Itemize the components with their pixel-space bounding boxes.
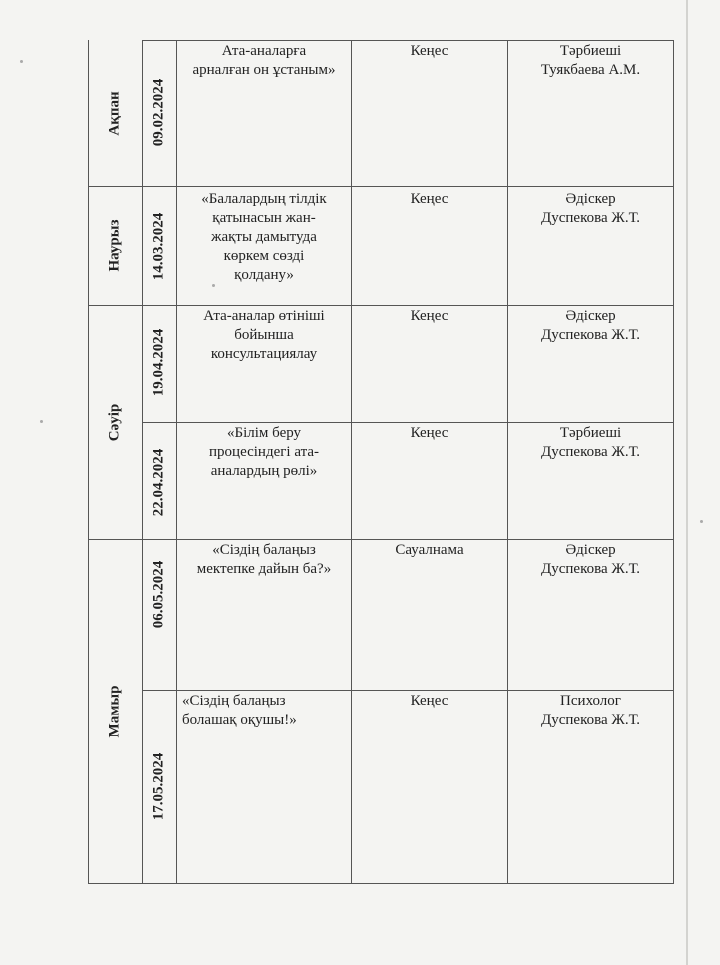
form-label: Кеңес bbox=[410, 425, 449, 441]
form-label: Кеңес bbox=[410, 43, 449, 59]
responsible-cell bbox=[508, 42, 673, 80]
month-label: Мамыр bbox=[106, 685, 123, 737]
scan-speck bbox=[20, 60, 23, 63]
form-cell bbox=[352, 42, 507, 61]
month-cell bbox=[88, 186, 142, 305]
topic-line: болашақ оқушы!» bbox=[182, 712, 297, 728]
responsible-person: Туякбаева А.М. bbox=[540, 62, 641, 78]
date-cell bbox=[142, 196, 176, 296]
responsible-person: Дуспекова Ж.Т. bbox=[541, 561, 640, 577]
form-cell bbox=[352, 692, 507, 711]
responsible-role: Әдіскер bbox=[565, 308, 616, 324]
form-label: Сауалнама bbox=[395, 542, 464, 558]
month-cell bbox=[88, 40, 142, 186]
month-label: Наурыз bbox=[106, 219, 123, 272]
date-cell bbox=[142, 432, 176, 532]
month-cell bbox=[88, 305, 142, 539]
row-divider bbox=[88, 539, 674, 540]
table-col-divider bbox=[507, 40, 508, 884]
month-label: Сәуір bbox=[106, 403, 123, 441]
date-cell bbox=[142, 62, 176, 162]
responsible-cell bbox=[508, 307, 673, 345]
row-divider bbox=[88, 305, 674, 306]
table-border-top bbox=[142, 40, 674, 41]
topic-cell bbox=[177, 307, 351, 364]
date-cell bbox=[142, 736, 176, 836]
date-cell bbox=[142, 544, 176, 644]
topic-line: мектепке дайын ба?» bbox=[196, 561, 332, 577]
topic-cell bbox=[177, 541, 351, 579]
topic-cell bbox=[177, 424, 351, 481]
topic-line: аналардың рөлі» bbox=[210, 463, 318, 479]
topic-line: процесіндегі ата- bbox=[209, 444, 319, 460]
scan-speck bbox=[700, 520, 703, 523]
responsible-person: Дуспекова Ж.Т. bbox=[541, 210, 640, 226]
form-cell bbox=[352, 541, 507, 560]
date-cell bbox=[142, 312, 176, 412]
topic-line: жақты дамытуда bbox=[211, 229, 317, 245]
row-divider bbox=[142, 690, 674, 691]
topic-line: арналған он ұстаным» bbox=[192, 62, 336, 78]
topic-line: «Білім беру bbox=[226, 425, 302, 441]
topic-line: бойынша bbox=[234, 327, 294, 343]
form-cell bbox=[352, 307, 507, 326]
date-label: 19.04.2024 bbox=[150, 328, 167, 396]
responsible-cell bbox=[508, 190, 673, 228]
date-label: 17.05.2024 bbox=[150, 752, 167, 820]
responsible-role: Психолог bbox=[560, 693, 621, 709]
form-label: Кеңес bbox=[410, 308, 449, 324]
topic-cell bbox=[177, 42, 351, 80]
responsible-role: Әдіскер bbox=[565, 191, 616, 207]
row-divider bbox=[88, 186, 674, 187]
topic-line: қолдану» bbox=[234, 267, 294, 283]
responsible-cell bbox=[508, 692, 673, 730]
scan-speck bbox=[40, 420, 43, 423]
responsible-role: Тәрбиеші bbox=[559, 425, 622, 441]
responsible-cell bbox=[508, 424, 673, 462]
form-label: Кеңес bbox=[410, 191, 449, 207]
page-edge bbox=[686, 0, 688, 965]
table-col-divider bbox=[351, 40, 352, 884]
table-border-bottom bbox=[88, 883, 674, 884]
form-cell bbox=[352, 190, 507, 209]
topic-line: Ата-аналар өтініші bbox=[203, 308, 325, 324]
topic-cell bbox=[177, 190, 351, 285]
date-label: 14.03.2024 bbox=[150, 212, 167, 280]
form-cell bbox=[352, 424, 507, 443]
responsible-cell bbox=[508, 541, 673, 579]
responsible-role: Тәрбиеші bbox=[559, 43, 622, 59]
scan-speck bbox=[212, 284, 215, 287]
topic-line: консультациялау bbox=[210, 346, 318, 362]
topic-line: қатынасын жан- bbox=[212, 210, 316, 226]
responsible-role: Әдіскер bbox=[565, 542, 616, 558]
topic-line: көркем сөзді bbox=[223, 248, 305, 264]
responsible-person: Дуспекова Ж.Т. bbox=[541, 444, 640, 460]
date-label: 06.05.2024 bbox=[150, 560, 167, 628]
date-label: 09.02.2024 bbox=[150, 78, 167, 146]
topic-line: «Сіздің балаңыз bbox=[182, 693, 286, 709]
date-label: 22.04.2024 bbox=[150, 448, 167, 516]
topic-line: «Балалардың тілдік bbox=[201, 191, 327, 207]
topic-cell bbox=[182, 692, 350, 730]
table-border-right bbox=[673, 40, 674, 884]
responsible-person: Дуспекова Ж.Т. bbox=[541, 712, 640, 728]
responsible-person: Дуспекова Ж.Т. bbox=[541, 327, 640, 343]
form-label: Кеңес bbox=[410, 693, 449, 709]
row-divider bbox=[142, 422, 674, 423]
month-cell bbox=[88, 539, 142, 883]
month-label: Ақпан bbox=[106, 90, 123, 136]
topic-line: «Сіздің балаңыз bbox=[212, 542, 316, 558]
topic-line: Ата-аналарға bbox=[221, 43, 307, 59]
